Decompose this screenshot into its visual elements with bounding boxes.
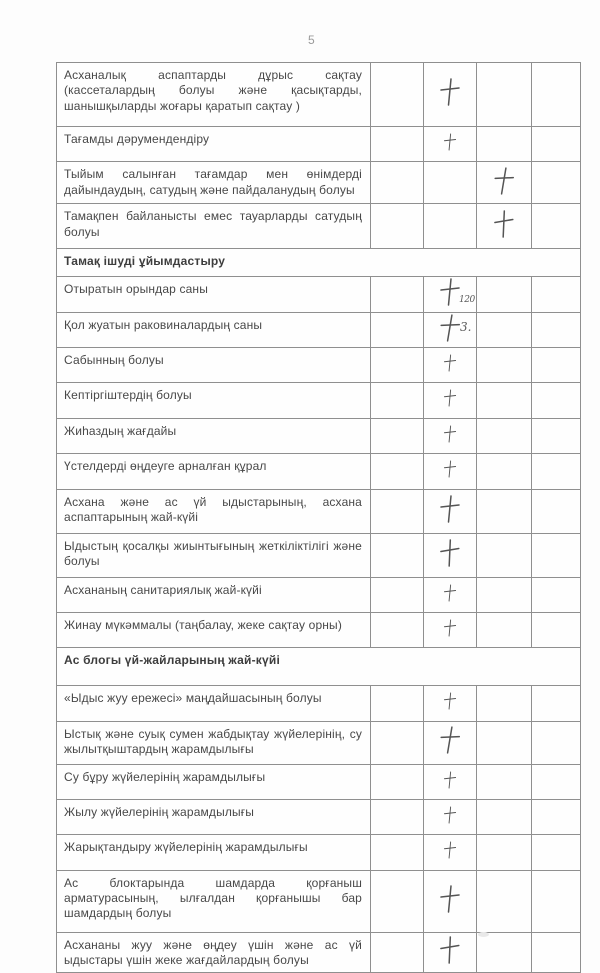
check-cell (477, 870, 532, 932)
check-cell (371, 612, 424, 647)
check-cell (532, 721, 581, 764)
check-cell (532, 932, 581, 973)
row-label: Кептіргіштердің болуы (57, 383, 371, 418)
page-number: 5 (308, 33, 316, 47)
check-cell (424, 348, 477, 383)
handwritten-plus-icon (438, 419, 462, 449)
row-label: Тағамды дәрумендендіру (57, 127, 371, 162)
check-cell (371, 127, 424, 162)
handwritten-plus-icon (438, 800, 462, 830)
table-row (57, 348, 581, 383)
row-label: Қол жуатын раковиналардың саны (57, 312, 371, 347)
check-cell (532, 799, 581, 834)
check-cell (532, 612, 581, 647)
handwritten-plus-icon (438, 277, 475, 307)
check-cell (424, 63, 477, 127)
row-label: Ыстық және суық сумен жабдықтау жүйелерінің, су жылытқыштардың жарамдылығы (57, 721, 371, 764)
check-cell (532, 835, 581, 870)
check-cell (477, 764, 532, 799)
check-cell (424, 533, 477, 577)
check-cell (424, 799, 477, 834)
handwritten-plus-icon (438, 765, 462, 795)
check-cell (477, 63, 532, 127)
check-cell (371, 454, 424, 489)
table-row (57, 799, 581, 834)
section-title: Ас блогы үй-жайларының жай-күйі (57, 648, 581, 686)
handwritten-plus-icon (438, 538, 462, 568)
row-label: Ыдыстың қосалқы жиынтығының жеткіліктілігі және болуы (57, 533, 371, 577)
check-cell (371, 418, 424, 453)
check-cell (532, 277, 581, 312)
handwritten-plus-icon (438, 127, 462, 157)
check-cell (532, 204, 581, 249)
table-row (57, 577, 581, 612)
check-cell (477, 312, 532, 347)
check-cell (477, 162, 532, 204)
check-cell (371, 63, 424, 127)
table-row (57, 162, 581, 204)
check-cell (477, 612, 532, 647)
table-row (57, 454, 581, 489)
inspection-checklist-table (56, 62, 581, 973)
check-cell (477, 577, 532, 612)
handwritten-plus-icon (438, 348, 462, 378)
check-cell (477, 348, 532, 383)
table-row (57, 277, 581, 312)
section-header-row (57, 249, 581, 277)
table-row (57, 312, 581, 347)
check-cell (477, 489, 532, 533)
check-cell (424, 721, 477, 764)
check-cell (371, 383, 424, 418)
check-cell (424, 577, 477, 612)
check-cell (532, 764, 581, 799)
table-row (57, 612, 581, 647)
row-label: «Ыдыс жуу ережесі» маңдайшасының болуы (57, 686, 371, 721)
check-cell (424, 686, 477, 721)
check-cell (424, 764, 477, 799)
row-label: Асханалық аспаптарды дұрыс сақтау (кассеталардың болуы және қасықтарды, шанышқыларды жоғары қаратып сақтау ) (57, 63, 371, 127)
check-cell (532, 870, 581, 932)
table-row (57, 418, 581, 453)
handwritten-plus-icon (438, 835, 462, 865)
check-cell (532, 383, 581, 418)
table-row (57, 127, 581, 162)
check-cell (424, 870, 477, 932)
check-cell (424, 204, 477, 249)
handwritten-annotation: 120 (459, 294, 475, 305)
row-label: Жарықтандыру жүйелерінің жарамдылығы (57, 835, 371, 870)
row-label: Асхананың санитариялық жай-күйі (57, 577, 371, 612)
check-cell (424, 489, 477, 533)
check-cell (371, 489, 424, 533)
row-label: Жиһаздың жағдайы (57, 418, 371, 453)
row-label: Жинау мүкәммалы (таңбалау, жеке сақтау орны) (57, 612, 371, 647)
row-label: Сабынның болуы (57, 348, 371, 383)
check-cell (371, 870, 424, 932)
check-cell (424, 312, 477, 347)
section-header-row (57, 648, 581, 686)
check-cell (532, 162, 581, 204)
table-row (57, 533, 581, 577)
row-label: Тыйым салынған тағамдар мен өнімдерді дайындаудың, сатудың және пайдаланудың болуы (57, 162, 371, 204)
check-cell (532, 489, 581, 533)
check-cell (477, 127, 532, 162)
check-cell (532, 533, 581, 577)
check-cell (477, 835, 532, 870)
check-cell (371, 764, 424, 799)
check-cell (532, 577, 581, 612)
table-row (57, 204, 581, 249)
check-cell (532, 686, 581, 721)
scan-smudge (478, 932, 489, 937)
check-cell (424, 127, 477, 162)
check-cell (424, 932, 477, 973)
check-cell (371, 577, 424, 612)
check-cell (371, 533, 424, 577)
check-cell (424, 612, 477, 647)
check-cell (532, 454, 581, 489)
handwritten-plus-icon (438, 613, 462, 643)
check-cell (532, 312, 581, 347)
table-row (57, 489, 581, 533)
check-cell (532, 348, 581, 383)
check-cell (424, 277, 477, 312)
check-cell (424, 418, 477, 453)
row-label: Үстелдерді өңдеуге арналған құрал (57, 454, 371, 489)
check-cell (371, 312, 424, 347)
table-row (57, 383, 581, 418)
check-cell (424, 835, 477, 870)
table-row (57, 764, 581, 799)
check-cell (371, 204, 424, 249)
handwritten-plus-icon (492, 209, 516, 239)
check-cell (477, 686, 532, 721)
row-label: Тамақпен байланысты емес тауарларды сатудың болуы (57, 204, 371, 249)
section-title: Тамақ ішуді ұйымдастыру (57, 249, 581, 277)
handwritten-plus-icon (438, 884, 462, 914)
check-cell (424, 383, 477, 418)
handwritten-plus-icon (438, 454, 462, 484)
check-cell (424, 162, 477, 204)
table-row (57, 932, 581, 973)
table-row (57, 686, 581, 721)
handwritten-plus-icon (438, 686, 462, 716)
handwritten-plus-icon (438, 578, 462, 608)
check-cell (532, 418, 581, 453)
check-cell (477, 721, 532, 764)
handwritten-annotation: 3. (460, 320, 472, 335)
handwritten-plus-icon (438, 383, 462, 413)
check-cell (532, 127, 581, 162)
row-label: Асхана және ас үй ыдыстарының, асхана аспаптарының жай-күйі (57, 489, 371, 533)
table-row (57, 835, 581, 870)
table-row (57, 870, 581, 932)
row-label: Су бұру жүйелерінің жарамдылығы (57, 764, 371, 799)
check-cell (371, 277, 424, 312)
check-cell (371, 348, 424, 383)
row-label: Асхананы жуу және өңдеу үшін және ас үй ыдыстары үшін жеке жағдайлардың болуы (57, 932, 371, 973)
row-label: Отыратын орындар саны (57, 277, 371, 312)
check-cell (477, 418, 532, 453)
check-cell (477, 533, 532, 577)
check-cell (371, 932, 424, 973)
check-cell (371, 799, 424, 834)
check-cell (477, 799, 532, 834)
check-cell (477, 204, 532, 249)
row-label: Ас блоктарында шамдарда қорғаныш арматурасының, ылғалдан қорғанышы бар шамдардың болуы (57, 870, 371, 932)
handwritten-plus-icon (438, 725, 462, 755)
check-cell (477, 277, 532, 312)
handwritten-plus-icon (438, 935, 462, 965)
check-cell (371, 162, 424, 204)
row-label: Жылу жүйелерінің жарамдылығы (57, 799, 371, 834)
check-cell (371, 721, 424, 764)
check-cell (532, 63, 581, 127)
check-cell (371, 686, 424, 721)
handwritten-plus-icon (438, 77, 462, 107)
handwritten-plus-icon (438, 494, 462, 524)
handwritten-plus-icon (438, 313, 472, 343)
check-cell (477, 383, 532, 418)
check-cell (477, 932, 532, 973)
handwritten-plus-icon (492, 166, 516, 196)
check-cell (424, 454, 477, 489)
table-row (57, 721, 581, 764)
check-cell (371, 835, 424, 870)
table-row (57, 63, 581, 127)
check-cell (477, 454, 532, 489)
